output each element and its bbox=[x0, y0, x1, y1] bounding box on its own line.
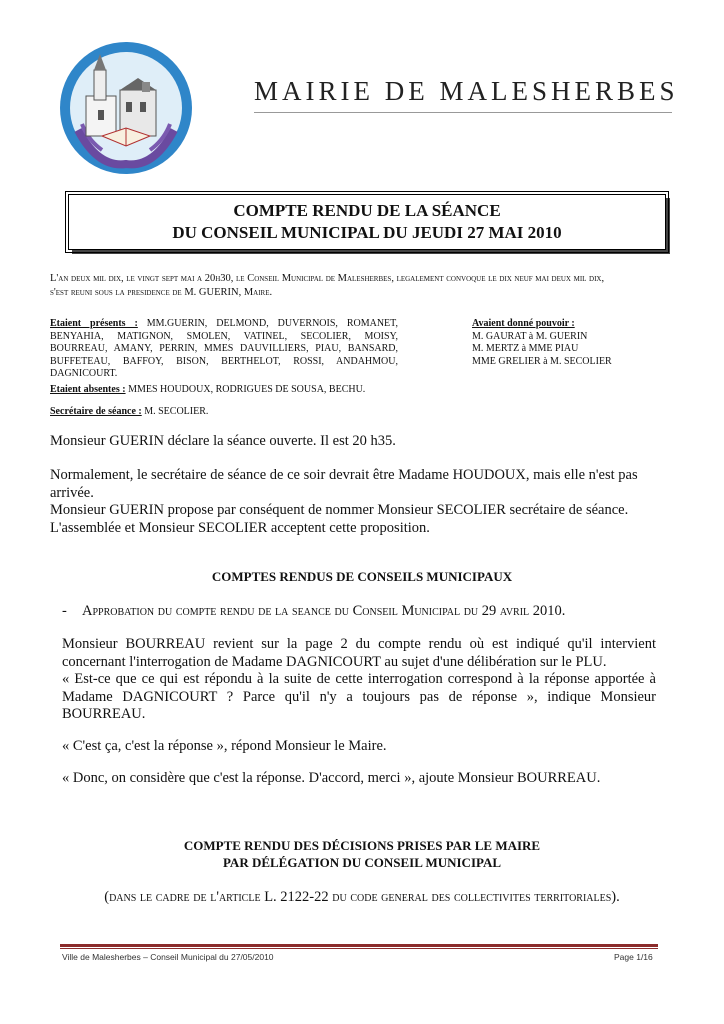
section-title-comptes-rendus: COMPTES RENDUS DE CONSEILS MUNICIPAUX bbox=[211, 569, 513, 584]
bourreau-paragraph bbox=[62, 636, 656, 724]
intro-line-2: s'est reuni sous la presidence de M. GUERIN, Maire. bbox=[50, 287, 273, 298]
pouvoir-line: M. GAURAT à M. GUERIN bbox=[472, 330, 588, 342]
intro-line-1: L'an deux mil dix, le vingt sept mai a 20h30, le Conseil Municipal de Malesherbes, legalement convoque le dix neuf mai deux mil dix, bbox=[50, 273, 605, 284]
mairie-title: MAIRIE DE MALESHERBES bbox=[254, 76, 679, 106]
present-label: Etaient présents : bbox=[50, 318, 138, 329]
absent-members bbox=[50, 384, 650, 397]
document-heading-box bbox=[68, 194, 666, 250]
absent-list: MMES HOUDOUX, RODRIGUES DE SOUSA, BECHU. bbox=[128, 384, 366, 395]
legal-ref-a: (dans le cadre de l'article bbox=[104, 889, 265, 905]
list-dash: - bbox=[62, 603, 67, 619]
secretary-paragraph bbox=[50, 467, 660, 537]
decisions-line-2: PAR DÉLÉGATION DU CONSEIL MUNICIPAL bbox=[222, 855, 502, 870]
session-secretary bbox=[50, 406, 650, 419]
secretaire-label: Secrétaire de séance : bbox=[50, 406, 142, 417]
footer-rule bbox=[60, 944, 658, 947]
footer-title: Ville de Malesherbes – Conseil Municipal du 27/05/2010 bbox=[62, 952, 274, 962]
pouvoir-line: M. MERTZ à MME PIAU bbox=[472, 343, 579, 354]
secretary-text-b: Monsieur GUERIN propose par conséquent de nommer Monsieur SECOLIER secrétaire de séance. bbox=[50, 502, 629, 518]
pouvoir-label: Avaient donné pouvoir : bbox=[472, 318, 575, 329]
maire-reply: « C'est ça, c'est la réponse », répond Monsieur le Maire. bbox=[62, 738, 387, 754]
secretary-text-a: Normalement, le secrétaire de séance de ce soir devrait être Madame HOUDOUX, mais elle n'est pas arrivée. bbox=[50, 467, 638, 501]
agenda-item-text: Approbation du compte rendu de la seance du Conseil Municipal du 29 avril 2010. bbox=[82, 603, 566, 619]
proxy-members bbox=[472, 318, 672, 368]
intro-paragraph bbox=[50, 272, 672, 300]
section-title-decisions bbox=[0, 837, 724, 871]
page-number: Page 1/16 bbox=[614, 952, 653, 962]
present-list: MM.GUERIN, DELMOND, DUVERNOIS, ROMANET, BENYAHIA, MATIGNON, SMOLEN, VATINEL, SECOLIER, MOISY, BOURREAU, AMANY, PERRIN, MMES DAUVILLIERS, PIAU, BANSARD, BUFFETEAU, BAFFOY, BISON, BERTHELOT, ROSSI, ANDAHMOU, DAGNICOURT. bbox=[50, 318, 399, 379]
bourreau-text-a: Monsieur BOURREAU revient sur la page 2 du compte rendu où est indiqué qu'il intervient concernant l'interrogation de Madame DAGNICOURT au sujet d'une délibération sur le PLU. bbox=[62, 636, 656, 670]
legal-ref-c: du code general des collectivites territoriales). bbox=[328, 889, 620, 905]
decisions-line-1: COMPTE RENDU DES DÉCISIONS PRISES PAR LE MAIRE bbox=[183, 838, 541, 853]
pouvoir-line: MME GRELIER à M. SECOLIER bbox=[472, 355, 612, 367]
opening-paragraph: Monsieur GUERIN déclare la séance ouverte. Il est 20 h35. bbox=[50, 433, 396, 449]
present-members bbox=[50, 318, 398, 381]
town-crest-logo bbox=[58, 40, 194, 176]
heading-line-2: DU CONSEIL MUNICIPAL DU JEUDI 27 MAI 2010 bbox=[172, 223, 562, 242]
secretaire-name: M. SECOLIER. bbox=[144, 406, 209, 417]
bourreau-text-b: « Est-ce que ce qui est répondu à la suite de cette interrogation correspond à la réponse apportée à Madame DAGNICOURT ? Parce qu'il n'y a toujours pas de réponse », indique Monsieur BOURREAU. bbox=[62, 671, 656, 722]
footer-rule-thin bbox=[60, 948, 658, 949]
title-underline bbox=[254, 112, 672, 113]
secretary-text-c: L'assemblée et Monsieur SECOLIER acceptent cette proposition. bbox=[50, 519, 430, 536]
legal-reference bbox=[0, 889, 724, 906]
bourreau-reply: « Donc, on considère que c'est la réponse. D'accord, merci », ajoute Monsieur BOURREAU. bbox=[62, 770, 601, 786]
legal-ref-article: L. 2122-22 bbox=[264, 889, 329, 905]
agenda-item bbox=[62, 603, 672, 621]
heading-line-1: COMPTE RENDU DE LA SÉANCE bbox=[233, 201, 501, 220]
absent-label: Etaient absentes : bbox=[50, 384, 126, 395]
